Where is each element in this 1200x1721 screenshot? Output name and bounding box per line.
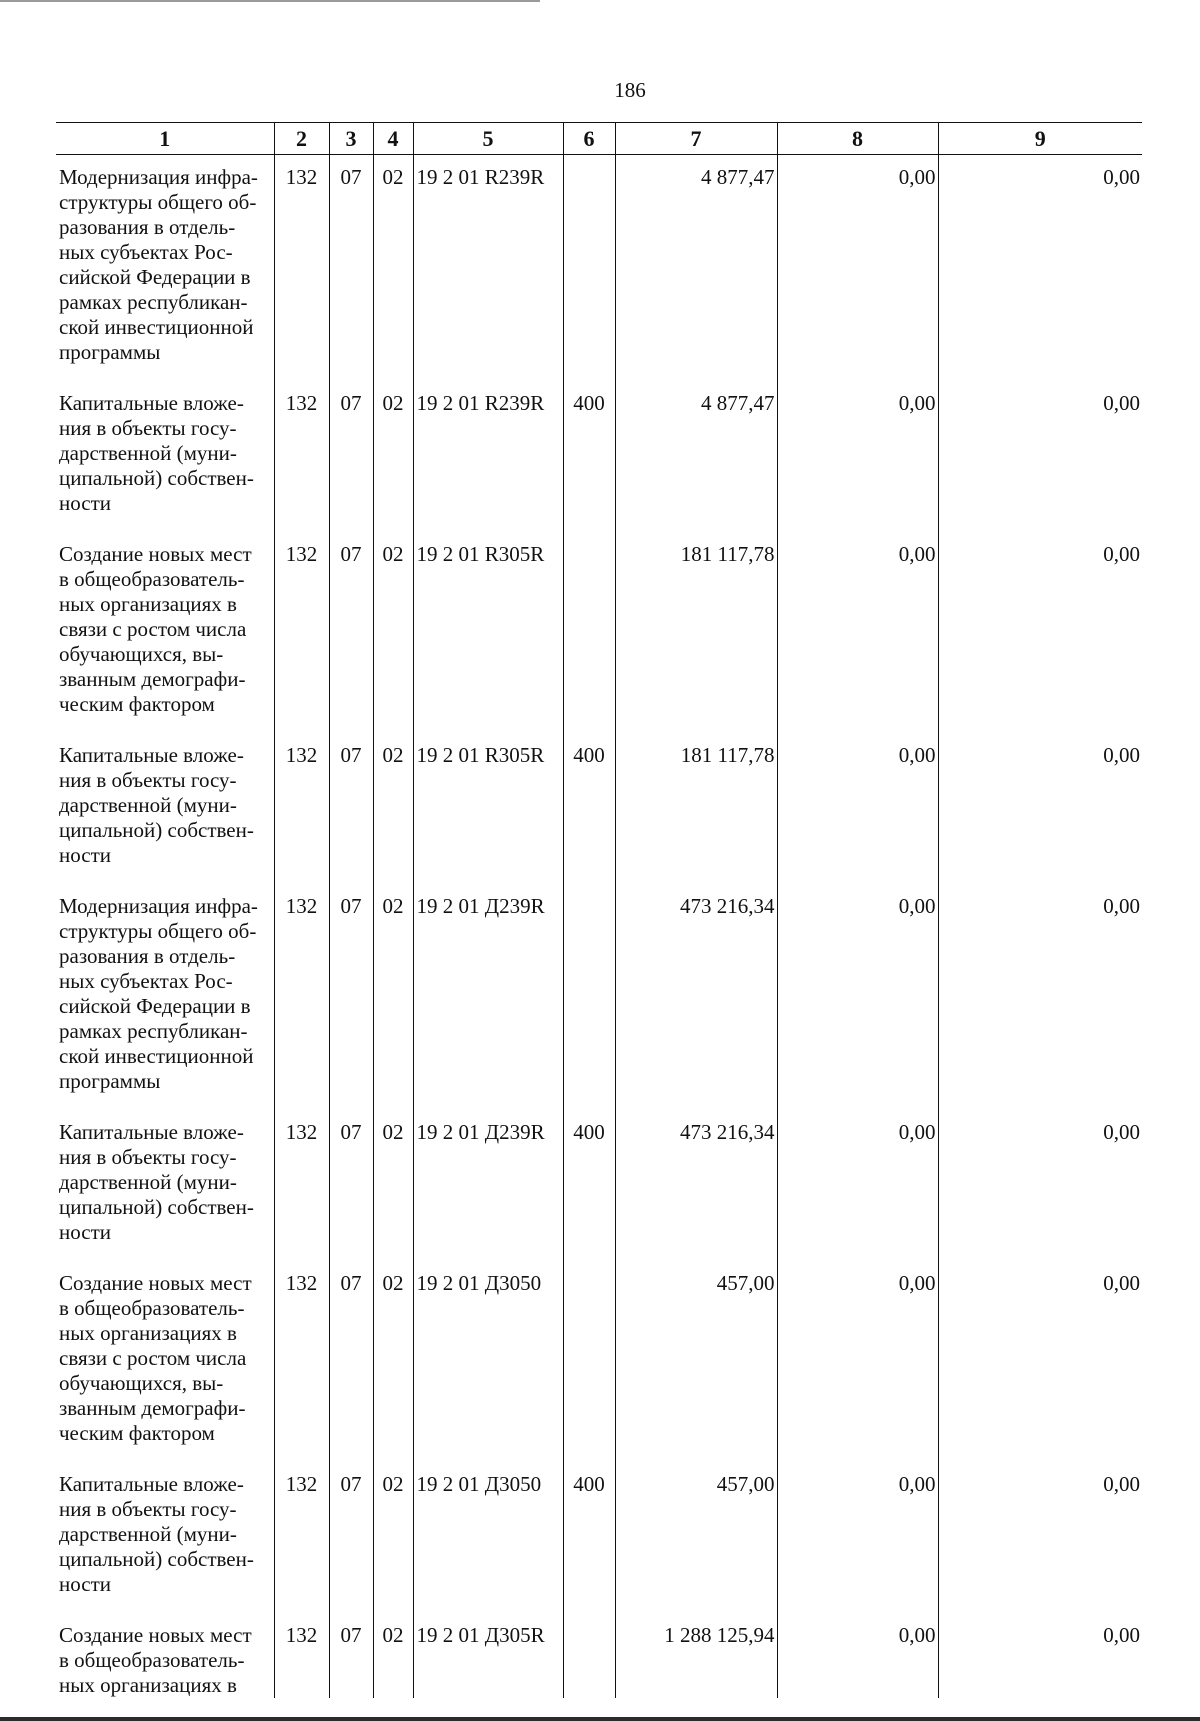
cell-col-2: 132 xyxy=(274,733,329,884)
cell-col-5: 19 2 01 Д305R xyxy=(413,1613,563,1698)
cell-col-9: 0,00 xyxy=(938,884,1142,1110)
cell-col-9: 0,00 xyxy=(938,733,1142,884)
cell-col-7: 4 877,47 xyxy=(615,381,777,532)
cell-col-5: 19 2 01 Д3050 xyxy=(413,1462,563,1613)
table-row xyxy=(56,884,1142,1110)
cell-col-6: 400 xyxy=(563,733,615,884)
cell-col-4: 02 xyxy=(373,884,413,1110)
cell-col-6 xyxy=(563,884,615,1110)
cell-col-7: 457,00 xyxy=(615,1462,777,1613)
header-col-9: 9 xyxy=(938,123,1142,155)
cell-col-4: 02 xyxy=(373,733,413,884)
cell-col-7: 181 117,78 xyxy=(615,532,777,733)
table-row xyxy=(56,1110,1142,1261)
scan-bottom-edge xyxy=(0,1717,1200,1721)
cell-col-9: 0,00 xyxy=(938,155,1142,382)
cell-col-8: 0,00 xyxy=(777,1613,938,1698)
cell-col-6: 400 xyxy=(563,381,615,532)
cell-item-name: Модернизация инфра- структуры общего об- разования в отдель- ных субъектах Рос- сийской Федерации в рамках республикан- ской инвестиционной программы xyxy=(59,165,258,364)
table-body xyxy=(56,155,1142,1699)
cell-col-8: 0,00 xyxy=(777,1261,938,1462)
header-col-5: 5 xyxy=(413,123,563,155)
cell-col-9: 0,00 xyxy=(938,1613,1142,1698)
cell-col-8: 0,00 xyxy=(777,155,938,382)
cell-col-6: 400 xyxy=(563,1110,615,1261)
cell-col-4: 02 xyxy=(373,155,413,382)
cell-col-5: 19 2 01 R239R xyxy=(413,155,563,382)
cell-col-8: 0,00 xyxy=(777,733,938,884)
table-row xyxy=(56,733,1142,884)
cell-col-2: 132 xyxy=(274,155,329,382)
header-col-8: 8 xyxy=(777,123,938,155)
cell-col-7: 181 117,78 xyxy=(615,733,777,884)
cell-col-3: 07 xyxy=(329,381,373,532)
table-row xyxy=(56,155,1142,382)
header-col-4: 4 xyxy=(373,123,413,155)
cell-col-3: 07 xyxy=(329,532,373,733)
cell-col-2: 132 xyxy=(274,381,329,532)
page-number: 186 xyxy=(614,78,646,102)
cell-col-3: 07 xyxy=(329,1261,373,1462)
cell-col-9: 0,00 xyxy=(938,1110,1142,1261)
cell-col-5: 19 2 01 R239R xyxy=(413,381,563,532)
cell-item-name: Модернизация инфра- структуры общего об- разования в отдель- ных субъектах Рос- сийской Федерации в рамках республикан- ской инвестиционной программы xyxy=(59,894,258,1093)
cell-col-6: 400 xyxy=(563,1462,615,1613)
cell-col-2: 132 xyxy=(274,884,329,1110)
cell-col-3: 07 xyxy=(329,155,373,382)
cell-col-9: 0,00 xyxy=(938,1462,1142,1613)
budget-table xyxy=(56,122,1142,1698)
cell-col-8: 0,00 xyxy=(777,381,938,532)
cell-col-8: 0,00 xyxy=(777,884,938,1110)
cell-col-3: 07 xyxy=(329,1110,373,1261)
cell-col-5: 19 2 01 R305R xyxy=(413,532,563,733)
header-col-7: 7 xyxy=(615,123,777,155)
cell-col-9: 0,00 xyxy=(938,532,1142,733)
cell-col-9: 0,00 xyxy=(938,381,1142,532)
cell-col-4: 02 xyxy=(373,1261,413,1462)
cell-col-7: 457,00 xyxy=(615,1261,777,1462)
cell-col-5: 19 2 01 Д3050 xyxy=(413,1261,563,1462)
cell-col-8: 0,00 xyxy=(777,1462,938,1613)
header-col-6: 6 xyxy=(563,123,615,155)
cell-col-6 xyxy=(563,1613,615,1698)
cell-col-2: 132 xyxy=(274,1261,329,1462)
cell-col-2: 132 xyxy=(274,1613,329,1698)
cell-col-3: 07 xyxy=(329,733,373,884)
cell-item-name: Капитальные вложе- ния в объекты госу- дарственной (муни- ципальной) собствен- ности xyxy=(59,1472,254,1596)
cell-col-4: 02 xyxy=(373,1110,413,1261)
cell-col-7: 1 288 125,94 xyxy=(615,1613,777,1698)
header-row xyxy=(56,123,1142,155)
cell-col-2: 132 xyxy=(274,1462,329,1613)
table-row xyxy=(56,1613,1142,1698)
header-col-1: 1 xyxy=(56,123,274,155)
cell-col-4: 02 xyxy=(373,1613,413,1698)
cell-item-name: Создание новых мест в общеобразователь- ных организациях в xyxy=(59,1623,252,1697)
cell-col-3: 07 xyxy=(329,1613,373,1698)
cell-col-6 xyxy=(563,155,615,382)
cell-col-2: 132 xyxy=(274,532,329,733)
table-row xyxy=(56,381,1142,532)
cell-col-7: 4 877,47 xyxy=(615,155,777,382)
cell-item-name: Создание новых мест в общеобразователь- ных организациях в связи с ростом числа обучающихся, вы- званным демографи- ческим фактором xyxy=(59,1271,252,1445)
cell-col-4: 02 xyxy=(373,532,413,733)
cell-col-8: 0,00 xyxy=(777,1110,938,1261)
cell-col-2: 132 xyxy=(274,1110,329,1261)
table-row xyxy=(56,532,1142,733)
cell-col-3: 07 xyxy=(329,884,373,1110)
scan-top-edge xyxy=(0,0,540,2)
cell-item-name: Капитальные вложе- ния в объекты госу- дарственной (муни- ципальной) собствен- ности xyxy=(59,391,254,515)
cell-col-4: 02 xyxy=(373,381,413,532)
cell-col-6 xyxy=(563,532,615,733)
cell-item-name: Капитальные вложе- ния в объекты госу- дарственной (муни- ципальной) собствен- ности xyxy=(59,1120,254,1244)
cell-col-8: 0,00 xyxy=(777,532,938,733)
cell-col-7: 473 216,34 xyxy=(615,1110,777,1261)
cell-col-9: 0,00 xyxy=(938,1261,1142,1462)
cell-col-5: 19 2 01 Д239R xyxy=(413,1110,563,1261)
cell-col-6 xyxy=(563,1261,615,1462)
cell-col-3: 07 xyxy=(329,1462,373,1613)
table-row xyxy=(56,1462,1142,1613)
header-col-3: 3 xyxy=(329,123,373,155)
cell-item-name: Капитальные вложе- ния в объекты госу- дарственной (муни- ципальной) собствен- ности xyxy=(59,743,254,867)
cell-col-5: 19 2 01 Д239R xyxy=(413,884,563,1110)
cell-item-name: Создание новых мест в общеобразователь- ных организациях в связи с ростом числа обучающихся, вы- званным демографи- ческим фактором xyxy=(59,542,252,716)
cell-col-7: 473 216,34 xyxy=(615,884,777,1110)
cell-col-5: 19 2 01 R305R xyxy=(413,733,563,884)
table-row xyxy=(56,1261,1142,1462)
cell-col-4: 02 xyxy=(373,1462,413,1613)
header-col-2: 2 xyxy=(274,123,329,155)
